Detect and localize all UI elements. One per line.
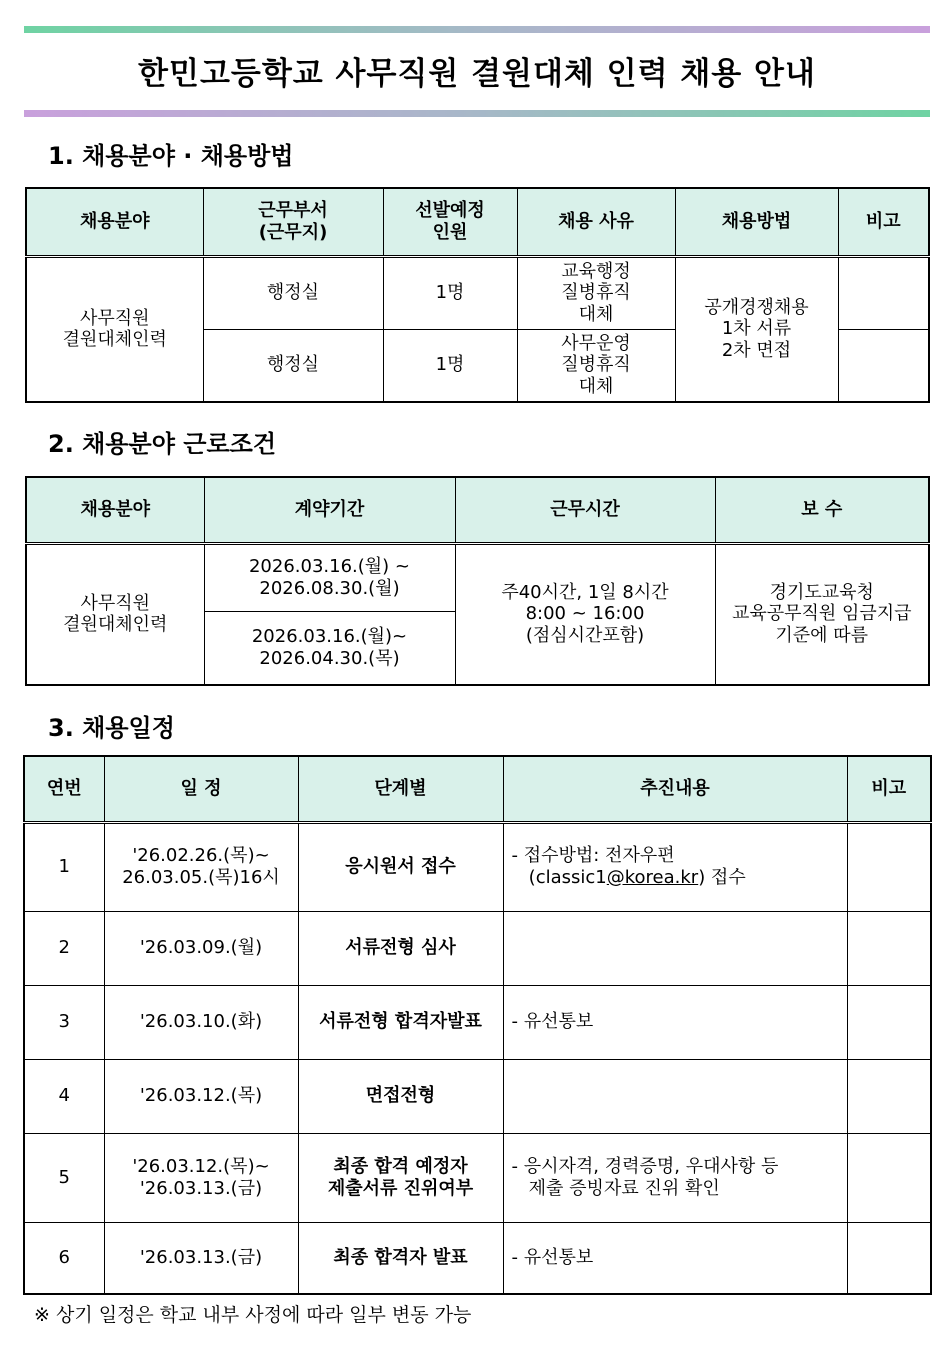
header-stage: 단계별	[298, 756, 503, 822]
field-cell: 사무직원 결원대체인력	[26, 543, 204, 685]
reason-cell: 교육행정 질병휴직 대체	[517, 256, 675, 329]
header-date: 일 정	[104, 756, 298, 822]
stage-cell: 서류전형 합격자발표	[298, 985, 503, 1059]
section3-heading: 3. 채용일정	[48, 714, 175, 742]
header-period: 계약기간	[204, 477, 455, 543]
pay-cell: 경기도교육청 교육공무직원 임금지급 기준에 따름	[715, 543, 929, 685]
section1-heading: 1. 채용분야 · 채용방법	[48, 142, 294, 170]
stage-cell: 면접전형	[298, 1059, 503, 1133]
hours-cell: 주40시간, 1일 8시간 8:00 ~ 16:00 (점심시간포함)	[455, 543, 715, 685]
field-cell: 사무직원 결원대체인력	[26, 256, 203, 402]
schedule-table	[23, 755, 932, 1295]
period-cell: 2026.03.16.(월)~ 2026.04.30.(목)	[204, 611, 455, 685]
date-cell: '26.03.12.(목)	[104, 1059, 298, 1133]
content-text: ) 접수	[698, 867, 746, 888]
period-cell: 2026.03.16.(월) ~ 2026.08.30.(월)	[204, 543, 455, 611]
recruitment-table	[25, 187, 930, 403]
content-cell: - 유선통보	[503, 985, 847, 1059]
date-cell: '26.02.26.(목)~ 26.03.05.(목)16시	[104, 822, 298, 911]
stage-cell: 응시원서 접수	[298, 822, 503, 911]
section2-heading: 2. 채용분야 근로조건	[48, 430, 276, 458]
table-row	[24, 1222, 931, 1294]
content-cell	[503, 1059, 847, 1133]
remark-cell	[838, 329, 929, 402]
content-cell	[503, 911, 847, 985]
method-cell: 공개경쟁채용 1차 서류 2차 면접	[675, 256, 838, 402]
remark-cell	[847, 1222, 931, 1294]
no-cell: 5	[24, 1133, 104, 1222]
remark-cell	[847, 1133, 931, 1222]
remark-cell	[847, 822, 931, 911]
table-row	[24, 822, 931, 911]
table-row	[24, 1059, 931, 1133]
conditions-table	[25, 476, 930, 686]
header-field: 채용분야	[26, 188, 203, 256]
content-cell	[503, 822, 847, 911]
bottom-decorative-bar	[24, 110, 930, 117]
email-link[interactable]: @korea.kr	[606, 867, 699, 888]
header-no: 연번	[24, 756, 104, 822]
content-cell: - 유선통보	[503, 1222, 847, 1294]
table-row	[24, 1133, 931, 1222]
stage-cell: 서류전형 심사	[298, 911, 503, 985]
content-text: - 접수방법: 전자우편 (classic1	[511, 845, 675, 888]
no-cell: 3	[24, 985, 104, 1059]
footnote: ※ 상기 일정은 학교 내부 사정에 따라 일부 변동 가능	[34, 1304, 472, 1326]
header-reason: 채용 사유	[517, 188, 675, 256]
table-row	[24, 911, 931, 985]
page-title: 한민고등학교 사무직원 결원대체 인력 채용 안내	[138, 56, 816, 92]
header-remark: 비고	[838, 188, 929, 256]
no-cell: 2	[24, 911, 104, 985]
header-dept: 근무부서 (근무지)	[203, 188, 383, 256]
date-cell: '26.03.13.(금)	[104, 1222, 298, 1294]
stage-cell: 최종 합격 예정자 제출서류 진위여부	[298, 1133, 503, 1222]
date-cell: '26.03.12.(목)~ '26.03.13.(금)	[104, 1133, 298, 1222]
dept-cell: 행정실	[203, 256, 383, 329]
no-cell: 4	[24, 1059, 104, 1133]
header-pay: 보 수	[715, 477, 929, 543]
remark-cell	[838, 256, 929, 329]
header-count: 선발예정 인원	[383, 188, 517, 256]
no-cell: 1	[24, 822, 104, 911]
remark-cell	[847, 1059, 931, 1133]
header-method: 채용방법	[675, 188, 838, 256]
table-row	[24, 985, 931, 1059]
dept-cell: 행정실	[203, 329, 383, 402]
count-cell: 1명	[383, 329, 517, 402]
date-cell: '26.03.09.(월)	[104, 911, 298, 985]
header-field: 채용분야	[26, 477, 204, 543]
remark-cell	[847, 911, 931, 985]
date-cell: '26.03.10.(화)	[104, 985, 298, 1059]
header-content: 추진내용	[503, 756, 847, 822]
count-cell: 1명	[383, 256, 517, 329]
stage-cell: 최종 합격자 발표	[298, 1222, 503, 1294]
remark-cell	[847, 985, 931, 1059]
header-hours: 근무시간	[455, 477, 715, 543]
top-decorative-bar	[24, 26, 930, 33]
content-cell: - 응시자격, 경력증명, 우대사항 등 제출 증빙자료 진위 확인	[503, 1133, 847, 1222]
reason-cell: 사무운영 질병휴직 대체	[517, 329, 675, 402]
header-remark: 비고	[847, 756, 931, 822]
no-cell: 6	[24, 1222, 104, 1294]
